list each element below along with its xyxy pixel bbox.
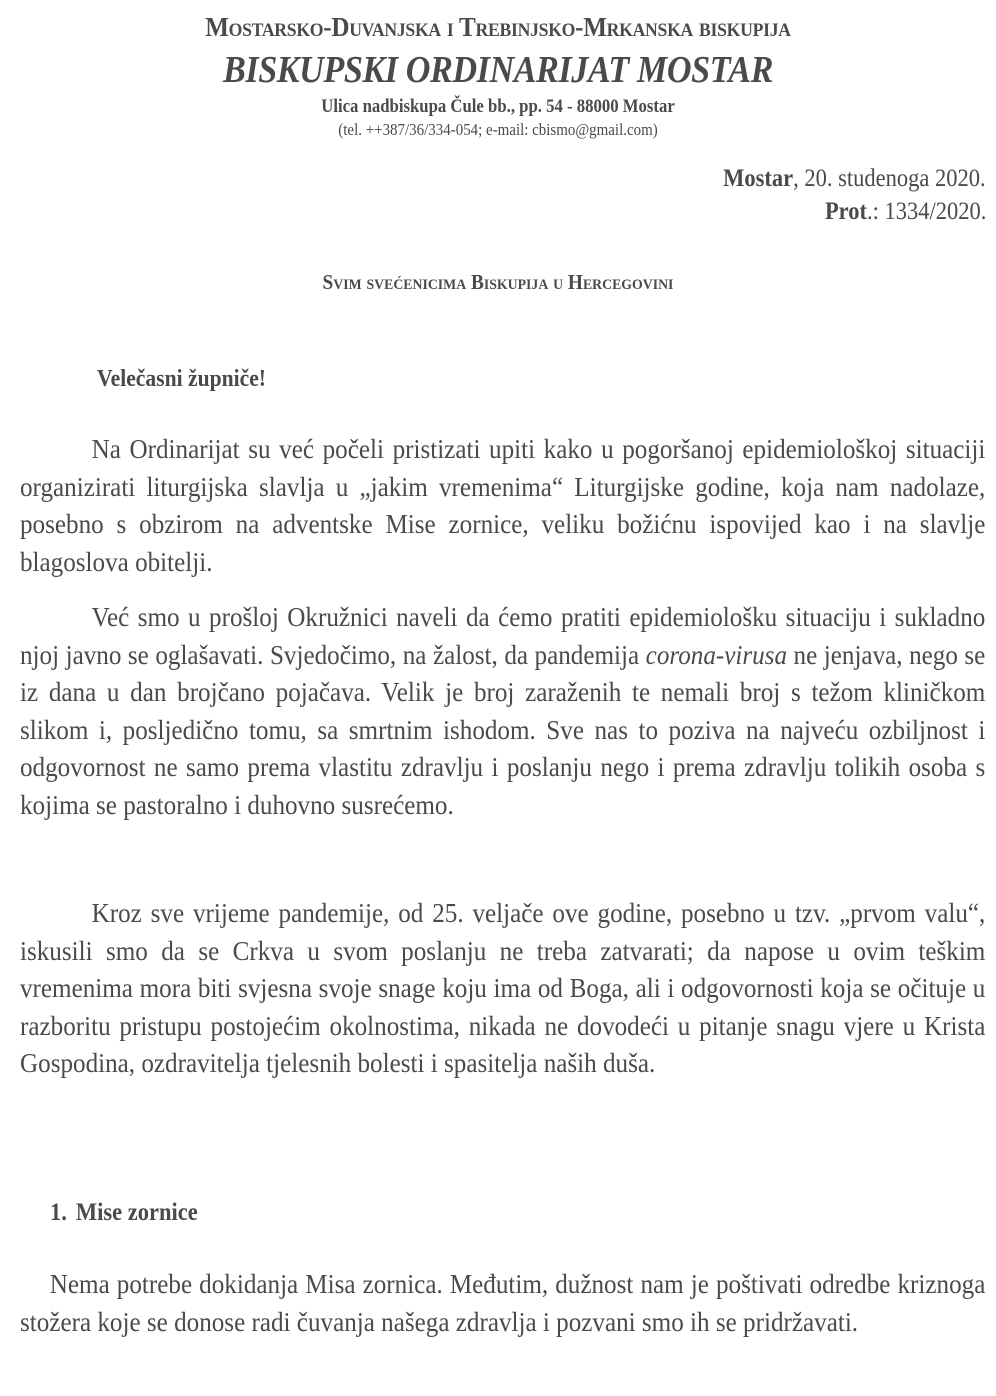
date-place: Mostar [723, 165, 794, 192]
paragraph-1-text: Na Ordinarijat su već počeli pristizati upiti kako u pogoršanoj epidemiološkoj situaciji organizirati liturgijska slavlja u „jakim vremenima“ Liturgijske godine, koja nam nadolaze, posebno s obzirom na adventske Mise zornice, veliku božićnu ispovijed kao i na slavlje blagoslova obitelji. [20, 434, 986, 577]
paragraph-2-part-b: ne jenjava, nego se iz dana u dan brojčano pojačava. Velik je broj zaraženih te nemali broj s težom kliničkom slikom i, posljedično tomu, sa smrtnim ishodom. Sve nas to poziva na najveću ozbiljnost i odgovornost ne samo prema vlastitu zdravlju i poslanju nego i prema zdravlju tolikih osoba s kojima se pastoralno i duhovno susrećemo. [20, 639, 986, 820]
paragraph-2 [20, 599, 986, 824]
protocol-number [825, 198, 986, 226]
paragraph-3-text: Kroz sve vrijeme pandemije, od 25. veljače ove godine, posebno u tzv. „prvom valu“, iskusili smo da se Crkva u svom poslanju ne treba zatvarati; da napose u ovim teškim vremenima mora biti svjesna svoje snage koju ima od Boga, ali i odgovornosti koja se očituje u razboritu pristupu postojećim okolnostima, nikada ne dovodeći u pitanje snagu vjere u Krista Gospodina, ozdravitelja tjelesnih bolesti i spasitelja naših duša. [20, 898, 986, 1078]
section-1-body [20, 1266, 986, 1341]
paragraph-2-text [20, 599, 985, 824]
section-1-heading [50, 1199, 198, 1227]
paragraph-1 [20, 431, 986, 581]
letterhead-contact: (tel. ++387/36/334-054; e-mail: cbismo@gmail.com) [338, 120, 658, 139]
letterhead-address: Ulica nadbiskupa Čule bb., pp. 54 - 88000 Mostar [321, 96, 675, 117]
letterhead-office: BISKUPSKI ORDINARIJAT MOSTAR [222, 49, 773, 91]
protocol-label: Prot [824, 198, 867, 225]
salutation: Velečasni župniče! [97, 366, 267, 392]
paragraph-2-italic: corona-virusa [645, 639, 788, 670]
letterhead-diocese: Mostarsko-Duvanjska i Trebinjsko-Mrkanska biskupija [205, 12, 791, 42]
recipient-heading: Svim svećenicima Biskupija u Hercegovini [322, 270, 674, 294]
protocol-text: .: 1334/2020. [866, 198, 986, 225]
section-1-number: 1. [50, 1199, 67, 1226]
letter-date [724, 165, 986, 193]
section-1-text: Nema potrebe dokidanja Misa zornica. Međutim, dužnost nam je poštivati odredbe kriznoga stožera koje se donose radi čuvanja našega zdravlja i pozvani smo ih se pridržavati. [20, 1269, 986, 1337]
section-1-title: Mise zornice [75, 1199, 198, 1226]
paragraph-3 [20, 895, 986, 1083]
date-text: , 20. studenoga 2020. [793, 165, 986, 192]
paragraph-2-part-a: Već smo u prošloj Okružnici naveli da ćemo pratiti epidemiološku situaciju i sukladno njoj javno se oglašavati. Svjedočimo, na žalost, da pandemija [20, 602, 986, 670]
